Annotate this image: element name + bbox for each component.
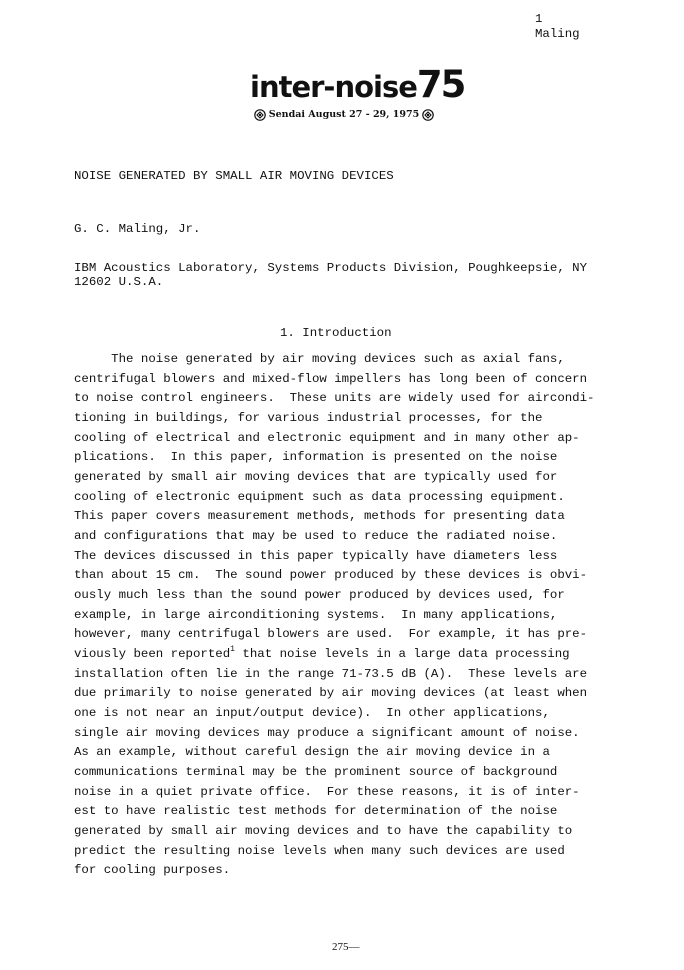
body-line: This paper covers measurement methods, methods for presenting data xyxy=(74,509,565,524)
body-line: plications. In this paper, information is presented on the noise xyxy=(74,450,558,465)
body-line: and configurations that may be used to reduce the radiated noise. xyxy=(74,529,558,544)
body-line: due primarily to noise generated by air moving devices (at least when xyxy=(74,686,588,701)
running-header-author: Maling xyxy=(535,27,580,41)
body-line: single air moving devices may produce a significant amount of noise. xyxy=(74,725,580,740)
body-line: however, many centrifugal blowers are used. For example, it has pre- xyxy=(74,627,588,642)
section-heading: 1. Introduction xyxy=(280,326,392,340)
body-line: installation often lie in the range 71-73.5 dB (A). These levels are xyxy=(74,666,588,681)
logo-text: inter-noise xyxy=(250,70,417,104)
conference-dates: Sendai August 27 - 29, 1975 xyxy=(268,109,420,120)
body-line-text: viously been reported xyxy=(74,647,231,662)
body-line: predict the resulting noise levels when many such devices are used xyxy=(74,843,565,858)
body-text xyxy=(74,350,634,881)
body-line: est to have realistic test methods for determination of the noise xyxy=(74,804,558,819)
body-line: one is not near an input/output device). In other applications, xyxy=(74,706,550,721)
page-number: 275— xyxy=(332,941,360,953)
body-line: generated by small air moving devices that are typically used for xyxy=(74,470,558,485)
body-line: The devices discussed in this paper typically have diameters less xyxy=(74,548,558,563)
body-line: noise in a quiet private office. For these reasons, it is of inter- xyxy=(74,784,580,799)
body-line: for cooling purposes. xyxy=(74,863,231,878)
body-line: than about 15 cm. The sound power produced by these devices is obvi- xyxy=(74,568,588,583)
body-line: tioning in buildings, for various industrial processes, for the xyxy=(74,411,543,426)
body-line: The noise generated by air moving devices such as axial fans, xyxy=(74,352,565,366)
citation-footnote-mark: 1 xyxy=(230,645,235,655)
body-line: generated by small air moving devices and to have the capability to xyxy=(74,824,573,839)
body-line: cooling of electronic equipment such as data processing equipment. xyxy=(74,489,565,504)
logo-year: 75 xyxy=(416,63,465,106)
page-sequence-number: 1 xyxy=(535,12,543,26)
body-line: centrifugal blowers and mixed-flow impellers has long been of concern xyxy=(74,371,588,386)
conference-emblem-icon xyxy=(254,109,266,121)
body-line: to noise control engineers. These units are widely used for aircondi- xyxy=(74,391,595,406)
author-affiliation xyxy=(74,261,614,289)
body-line: ously much less than the sound power produced by devices used, for xyxy=(74,588,565,603)
body-line-with-citation xyxy=(74,645,634,665)
conference-emblem-icon xyxy=(422,109,434,121)
affiliation-line: 12602 U.S.A. xyxy=(74,275,164,289)
conference-logo xyxy=(250,63,465,106)
body-line: example, in large airconditioning systems. In many applications, xyxy=(74,607,558,622)
body-line: As an example, without careful design the air moving device in a xyxy=(74,745,550,760)
body-line: cooling of electrical and electronic equipment and in many other ap- xyxy=(74,430,580,445)
body-line: communications terminal may be the prominent source of background xyxy=(74,765,558,780)
body-line-text: that noise levels in a large data processing xyxy=(234,647,570,662)
conference-details xyxy=(254,108,434,122)
paper-title: NOISE GENERATED BY SMALL AIR MOVING DEVICES xyxy=(74,169,394,183)
paper-author: G. C. Maling, Jr. xyxy=(74,222,201,236)
affiliation-line: IBM Acoustics Laboratory, Systems Products Division, Poughkeepsie, NY xyxy=(74,261,588,275)
